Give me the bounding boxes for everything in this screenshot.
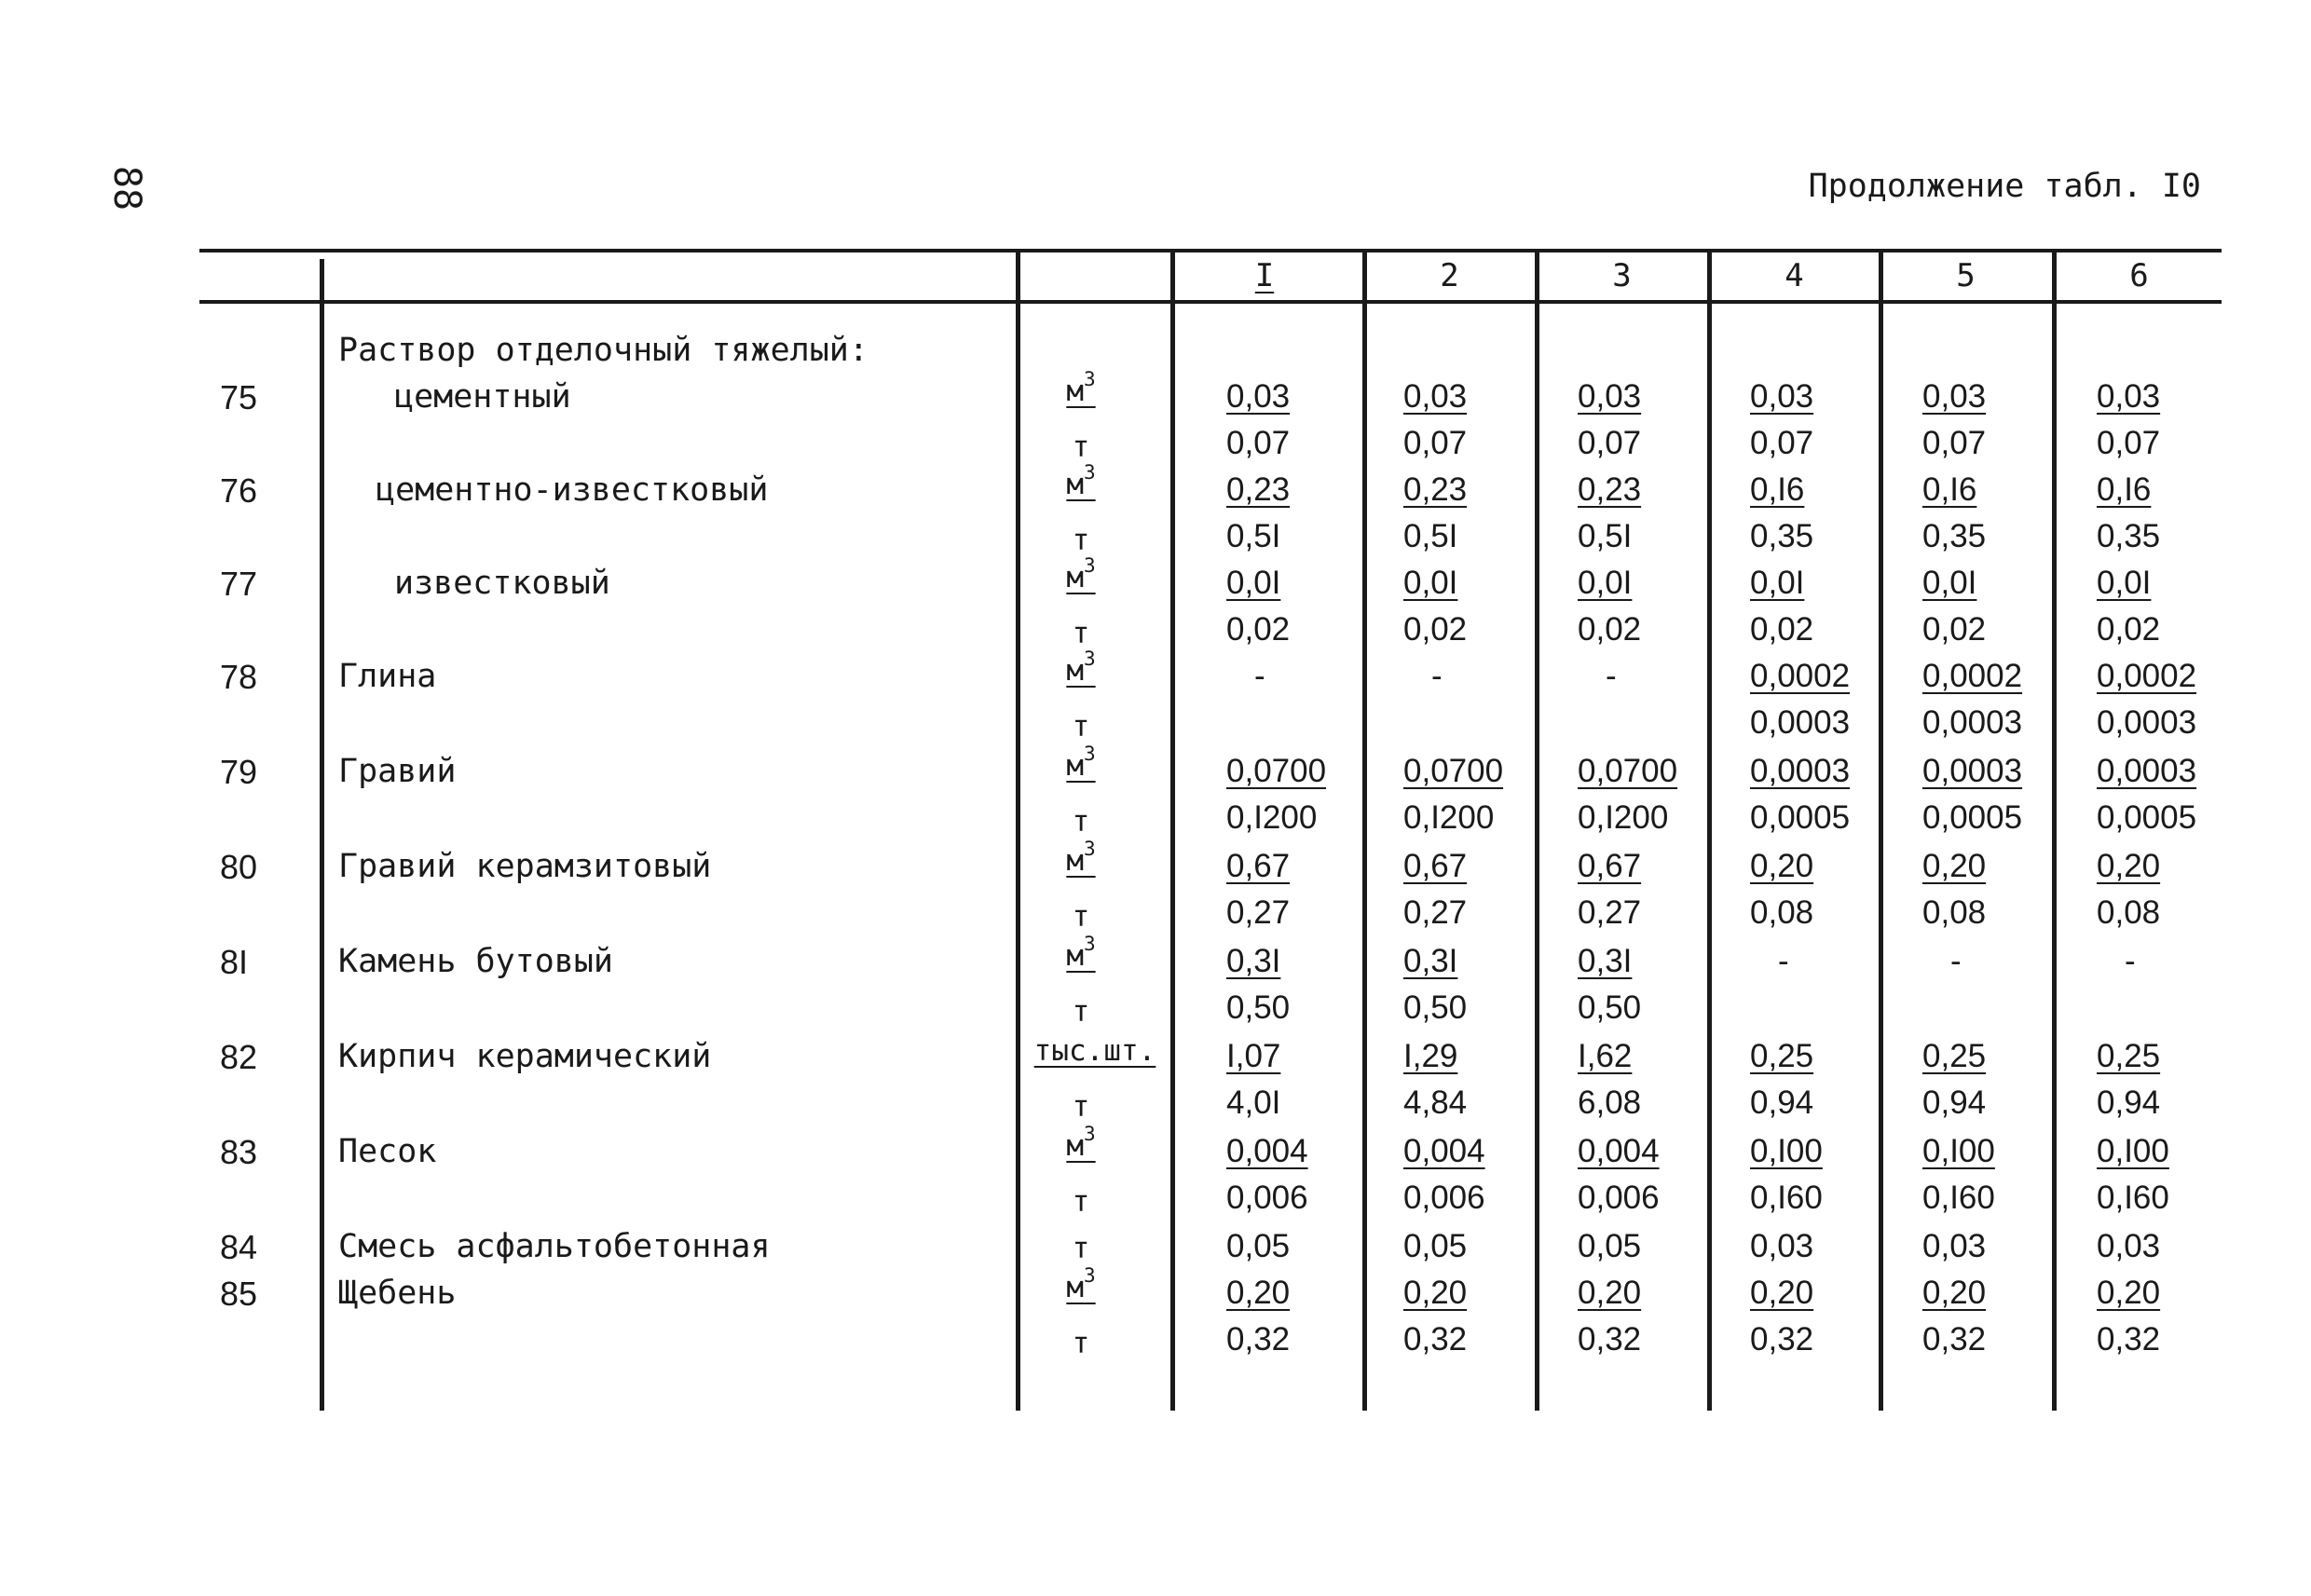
value-cell: - bbox=[1254, 658, 1265, 694]
material-name: цементно-известковый bbox=[376, 471, 769, 509]
value-cell: 0,0700 bbox=[1578, 753, 1678, 789]
value-cell: 0,0003 bbox=[1922, 753, 2023, 789]
unit-label: т bbox=[1072, 524, 1090, 557]
row-number: 78 bbox=[220, 658, 258, 696]
value-cell: 0,32 bbox=[1226, 1321, 1291, 1357]
value-cell: - bbox=[1778, 943, 1789, 979]
unit-label bbox=[1025, 1034, 1165, 1068]
value-cell: 0,0700 bbox=[1226, 753, 1327, 789]
value-cell: 0,0002 bbox=[1922, 658, 2023, 694]
unit-superscript: 3 bbox=[1084, 1123, 1096, 1145]
table-col-divider bbox=[1879, 252, 1883, 1411]
value-cell: 0,004 bbox=[1403, 1133, 1485, 1169]
value-cell: 0,20 bbox=[2097, 848, 2161, 884]
value-cell: 0,03 bbox=[1922, 1228, 1987, 1264]
unit-base: м bbox=[1066, 654, 1084, 688]
table-col-divider bbox=[1535, 252, 1539, 1411]
value-cell: 0,67 bbox=[1578, 848, 1642, 884]
value-cell: 0,03 bbox=[1750, 1228, 1814, 1264]
value-cell: 0,I00 bbox=[1750, 1133, 1823, 1169]
value-cell: 0,03 bbox=[1922, 378, 1987, 415]
value-cell: 0,05 bbox=[1403, 1228, 1468, 1264]
value-cell: 0,08 bbox=[1750, 894, 1814, 931]
value-cell: 0,0I bbox=[1578, 565, 1633, 601]
value-cell: 0,32 bbox=[1750, 1321, 1814, 1357]
material-name: Смесь асфальтобетонная bbox=[338, 1228, 771, 1265]
row-number: 82 bbox=[220, 1038, 258, 1076]
unit-label: т bbox=[1072, 430, 1090, 464]
value-cell: 0,02 bbox=[1578, 611, 1642, 648]
unit-superscript: 3 bbox=[1084, 648, 1096, 670]
value-cell: - bbox=[1606, 658, 1617, 694]
value-cell: 0,I60 bbox=[1750, 1180, 1823, 1216]
value-cell: I,62 bbox=[1578, 1038, 1633, 1074]
unit-label bbox=[1044, 648, 1118, 688]
unit-label bbox=[1044, 461, 1118, 501]
value-cell: I,07 bbox=[1226, 1038, 1281, 1074]
value-cell: 0,I00 bbox=[1922, 1133, 1995, 1169]
table-header-rule bbox=[199, 300, 2222, 304]
value-cell: 0,50 bbox=[1403, 989, 1468, 1026]
unit-base: м bbox=[1066, 844, 1084, 878]
material-name: Гравий bbox=[338, 753, 457, 790]
unit-label: т bbox=[1072, 1185, 1090, 1219]
unit-base: м bbox=[1066, 939, 1084, 973]
table-col-divider bbox=[1707, 252, 1712, 1411]
value-cell: 0,32 bbox=[1922, 1321, 1987, 1357]
value-cell: 0,23 bbox=[1226, 471, 1291, 508]
value-cell: 0,006 bbox=[1578, 1180, 1660, 1216]
table-col-divider bbox=[1170, 252, 1175, 1411]
table-top-rule bbox=[199, 249, 2222, 252]
value-cell: 0,02 bbox=[1403, 611, 1468, 648]
value-cell: 0,0002 bbox=[2097, 658, 2197, 694]
value-cell: 0,006 bbox=[1226, 1180, 1308, 1216]
unit-label bbox=[1044, 368, 1118, 408]
unit-label: т bbox=[1072, 617, 1090, 650]
value-cell: 0,I200 bbox=[1403, 799, 1495, 836]
value-cell: 0,07 bbox=[1750, 425, 1814, 461]
value-cell: 0,0I bbox=[2097, 565, 2152, 601]
unit-superscript: 3 bbox=[1084, 554, 1096, 577]
value-cell: 0,03 bbox=[1750, 378, 1814, 415]
value-cell: 0,006 bbox=[1403, 1180, 1485, 1216]
value-cell: 0,25 bbox=[2097, 1038, 2161, 1074]
table-col-divider bbox=[2052, 252, 2057, 1411]
value-cell: 0,07 bbox=[1226, 425, 1291, 461]
value-cell: 0,I00 bbox=[2097, 1133, 2169, 1169]
value-cell: 0,0002 bbox=[1750, 658, 1851, 694]
value-cell: 0,32 bbox=[1403, 1321, 1468, 1357]
material-name: Кирпич керамический bbox=[338, 1038, 712, 1075]
column-header: 6 bbox=[2129, 257, 2149, 294]
unit-label: т bbox=[1072, 805, 1090, 839]
unit-base: м bbox=[1066, 375, 1084, 408]
value-cell: 0,3I bbox=[1578, 943, 1633, 979]
value-cell: 0,02 bbox=[1922, 611, 1987, 648]
value-cell: 0,50 bbox=[1578, 989, 1642, 1026]
value-cell: 0,03 bbox=[2097, 378, 2161, 415]
row-number: 79 bbox=[220, 753, 258, 791]
value-cell: 0,0I bbox=[1750, 565, 1805, 601]
row-number: 80 bbox=[220, 848, 258, 886]
value-cell: 0,35 bbox=[2097, 518, 2161, 554]
value-cell: 0,0005 bbox=[1750, 799, 1851, 836]
value-cell: 0,23 bbox=[1578, 471, 1642, 508]
value-cell: 0,20 bbox=[1750, 848, 1814, 884]
value-cell: 0,32 bbox=[1578, 1321, 1642, 1357]
value-cell: 0,0I bbox=[1226, 565, 1281, 601]
value-cell: 0,20 bbox=[1922, 1275, 1987, 1311]
value-cell: 0,27 bbox=[1226, 894, 1291, 931]
unit-base: м bbox=[1066, 1129, 1084, 1163]
value-cell: 0,67 bbox=[1226, 848, 1291, 884]
value-cell: 0,20 bbox=[1922, 848, 1987, 884]
material-name: Гравий керамзитовый bbox=[338, 848, 712, 885]
material-name: Щебень bbox=[338, 1275, 457, 1312]
column-header: 5 bbox=[1956, 257, 1976, 294]
unit-label bbox=[1044, 743, 1118, 783]
value-cell: 0,I60 bbox=[2097, 1180, 2169, 1216]
row-number: 83 bbox=[220, 1133, 258, 1171]
unit-superscript: 3 bbox=[1084, 368, 1096, 390]
value-cell: 6,08 bbox=[1578, 1084, 1642, 1121]
value-cell: 0,02 bbox=[1750, 611, 1814, 648]
row-number: 75 bbox=[220, 378, 258, 416]
unit-label: т bbox=[1072, 1232, 1090, 1265]
value-cell: 0,I60 bbox=[1922, 1180, 1995, 1216]
value-cell: 0,0700 bbox=[1403, 753, 1504, 789]
value-cell: 0,0003 bbox=[1922, 704, 2023, 741]
value-cell: 0,20 bbox=[1403, 1275, 1468, 1311]
unit-label bbox=[1044, 933, 1118, 973]
value-cell: 0,0I bbox=[1403, 565, 1458, 601]
unit-superscript: 3 bbox=[1084, 933, 1096, 955]
unit-base: тыс.шт. bbox=[1033, 1034, 1156, 1068]
value-cell: 0,I6 bbox=[1922, 471, 1977, 508]
unit-label: т bbox=[1072, 995, 1090, 1029]
value-cell: 0,3I bbox=[1403, 943, 1458, 979]
row-number: 8I bbox=[220, 943, 249, 981]
value-cell: 0,35 bbox=[1750, 518, 1814, 554]
unit-label: т bbox=[1072, 1327, 1090, 1360]
value-cell: 0,0003 bbox=[1750, 704, 1851, 741]
value-cell: 0,20 bbox=[2097, 1275, 2161, 1311]
material-name: цементный bbox=[394, 378, 571, 416]
continuation-title: Продолжение табл. I0 bbox=[1808, 168, 2201, 205]
value-cell: 0,I6 bbox=[1750, 471, 1805, 508]
column-header: 3 bbox=[1612, 257, 1632, 294]
table-col-divider bbox=[320, 259, 324, 1411]
value-cell: 0,07 bbox=[1403, 425, 1468, 461]
value-cell: 0,25 bbox=[1750, 1038, 1814, 1074]
value-cell: 0,27 bbox=[1578, 894, 1642, 931]
value-cell: 0,50 bbox=[1226, 989, 1291, 1026]
value-cell: 0,0003 bbox=[1750, 753, 1851, 789]
unit-superscript: 3 bbox=[1084, 838, 1096, 860]
unit-superscript: 3 bbox=[1084, 461, 1096, 484]
table-col-divider bbox=[1362, 252, 1367, 1411]
page-number: 88 bbox=[105, 165, 149, 211]
unit-base: м bbox=[1066, 561, 1084, 594]
value-cell: 0,94 bbox=[2097, 1084, 2161, 1121]
value-cell: 0,0003 bbox=[2097, 704, 2197, 741]
value-cell: - bbox=[1431, 658, 1443, 694]
value-cell: 0,08 bbox=[2097, 894, 2161, 931]
value-cell: 0,I6 bbox=[2097, 471, 2152, 508]
value-cell: 0,94 bbox=[1922, 1084, 1987, 1121]
material-name: Песок bbox=[338, 1133, 437, 1170]
column-header: 2 bbox=[1440, 257, 1459, 294]
value-cell: 0,004 bbox=[1226, 1133, 1308, 1169]
value-cell: 0,20 bbox=[1578, 1275, 1642, 1311]
value-cell: 0,0003 bbox=[2097, 753, 2197, 789]
value-cell: 0,5I bbox=[1226, 518, 1281, 554]
unit-base: м bbox=[1066, 749, 1084, 783]
row-number: 84 bbox=[220, 1228, 258, 1266]
value-cell: 0,08 bbox=[1922, 894, 1987, 931]
value-cell: 0,0I bbox=[1922, 565, 1977, 601]
value-cell: 0,004 bbox=[1578, 1133, 1660, 1169]
row-number: 85 bbox=[220, 1275, 258, 1313]
column-header: 4 bbox=[1785, 257, 1804, 294]
table-col-divider bbox=[1016, 252, 1020, 1411]
value-cell: 0,20 bbox=[1750, 1275, 1814, 1311]
value-cell: 0,5I bbox=[1403, 518, 1458, 554]
value-cell: - bbox=[2125, 943, 2136, 979]
material-name: Камень бутовый bbox=[338, 943, 614, 980]
value-cell: 4,0I bbox=[1226, 1084, 1281, 1121]
value-cell: 0,02 bbox=[1226, 611, 1291, 648]
unit-label bbox=[1044, 1123, 1118, 1163]
value-cell: 0,0005 bbox=[1922, 799, 2023, 836]
unit-label bbox=[1044, 1264, 1118, 1304]
value-cell: 0,I200 bbox=[1578, 799, 1669, 836]
unit-label bbox=[1044, 554, 1118, 594]
material-name: Глина bbox=[338, 658, 437, 695]
value-cell: 0,03 bbox=[1403, 378, 1468, 415]
unit-base: м bbox=[1066, 468, 1084, 501]
unit-label: т bbox=[1072, 1090, 1090, 1124]
value-cell: I,29 bbox=[1403, 1038, 1458, 1074]
group-title: Раствор отделочный тяжелый: bbox=[338, 332, 868, 369]
value-cell: 0,23 bbox=[1403, 471, 1468, 508]
value-cell: 0,27 bbox=[1403, 894, 1468, 931]
value-cell: 0,03 bbox=[2097, 1228, 2161, 1264]
row-number: 77 bbox=[220, 565, 258, 603]
value-cell: 0,25 bbox=[1922, 1038, 1987, 1074]
value-cell: 0,5I bbox=[1578, 518, 1633, 554]
value-cell: 0,94 bbox=[1750, 1084, 1814, 1121]
value-cell: 0,0005 bbox=[2097, 799, 2197, 836]
material-name: известковый bbox=[394, 565, 610, 602]
unit-base: м bbox=[1066, 1271, 1084, 1304]
row-number: 76 bbox=[220, 471, 258, 510]
unit-superscript: 3 bbox=[1084, 1264, 1096, 1287]
value-cell: 0,07 bbox=[1578, 425, 1642, 461]
value-cell: 0,02 bbox=[2097, 611, 2161, 648]
value-cell: 0,67 bbox=[1403, 848, 1468, 884]
value-cell: 4,84 bbox=[1403, 1084, 1468, 1121]
unit-superscript: 3 bbox=[1084, 743, 1096, 765]
value-cell: 0,3I bbox=[1226, 943, 1281, 979]
value-cell: 0,07 bbox=[1922, 425, 1987, 461]
value-cell: 0,35 bbox=[1922, 518, 1987, 554]
value-cell: 0,20 bbox=[1226, 1275, 1291, 1311]
value-cell: 0,32 bbox=[2097, 1321, 2161, 1357]
value-cell: 0,07 bbox=[2097, 425, 2161, 461]
value-cell: - bbox=[1950, 943, 1962, 979]
value-cell: 0,05 bbox=[1226, 1228, 1291, 1264]
value-cell: 0,03 bbox=[1226, 378, 1291, 415]
column-header: I bbox=[1254, 257, 1275, 294]
value-cell: 0,03 bbox=[1578, 378, 1642, 415]
unit-label bbox=[1044, 838, 1118, 878]
value-cell: 0,I200 bbox=[1226, 799, 1318, 836]
value-cell: 0,05 bbox=[1578, 1228, 1642, 1264]
unit-label: т bbox=[1072, 900, 1090, 934]
unit-label: т bbox=[1072, 710, 1090, 743]
